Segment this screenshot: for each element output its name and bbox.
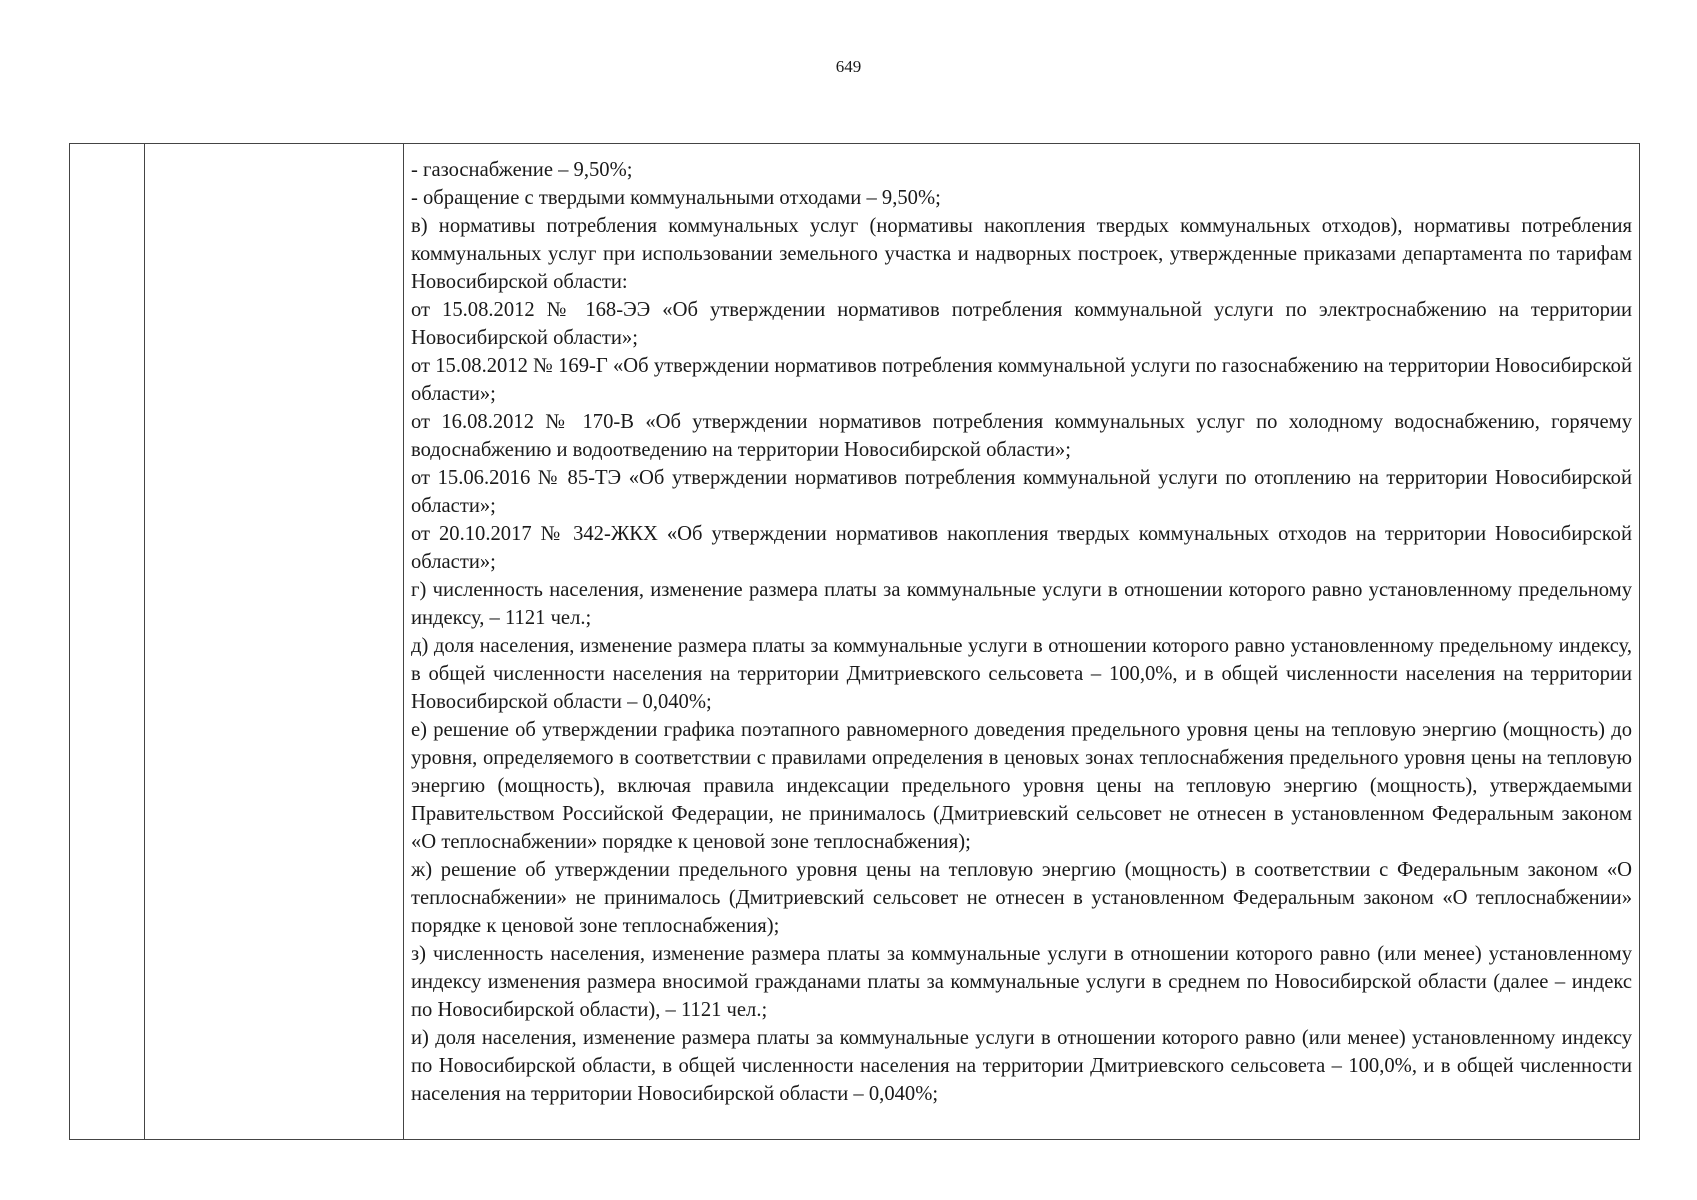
table-row — [70, 144, 1640, 1140]
label-cell — [145, 144, 404, 1140]
paragraph: от 16.08.2012 № 170-В «Об утверждении нормативов потребления коммунальных услуг по холодному водоснабжению, горячему водоснабжению и водоотведению на территории Новосибирской области»; — [411, 411, 1632, 461]
paragraph: - газоснабжение – 9,50%; — [411, 159, 633, 181]
content-cell — [404, 144, 1640, 1140]
page-number: 649 — [835, 57, 862, 76]
paragraph: з) численность населения, изменение размера платы за коммунальные услуги в отношении которого равно (или менее) установленному индексу изменения размера вносимой гражданами платы за коммунальные услуги в среднем по Новосибирской области (далее – индекс по Новосибирской области), – 1121 чел.; — [411, 943, 1632, 1021]
paragraph: - обращение с твердыми коммунальными отходами – 9,50%; — [411, 187, 941, 209]
paragraph: от 15.06.2016 № 85-ТЭ «Об утверждении нормативов потребления коммунальной услуги по отоплению на территории Новосибирской области»; — [411, 467, 1632, 517]
document-table — [69, 143, 1640, 1140]
paragraph: в) нормативы потребления коммунальных услуг (нормативы накопления твердых коммунальных отходов), нормативы потребления коммунальных услуг при использовании земельного участка и надворных построек, утвержденные приказами департамента по тарифам Новосибирской области: — [411, 215, 1632, 293]
paragraph: от 15.08.2012 № 169-Г «Об утверждении нормативов потребления коммунальной услуги по газоснабжению на территории Новосибирской области»; — [411, 355, 1632, 405]
paragraph: ж) решение об утверждении предельного уровня цены на тепловую энергию (мощность) в соответствии с Федеральным законом «О теплоснабжении» не принималось (Дмитриевский сельсовет не отнесен в установленном Федеральным законом «О теплоснабжении» порядке к ценовой зоне теплоснабжения); — [411, 859, 1632, 937]
paragraph: и) доля населения, изменение размера платы за коммунальные услуги в отношении которого равно (или менее) установленному индексу по Новосибирской области, в общей численности населения на территории Дмитриевского сельсовета – 100,0%, и в общей численности населения на территории Новосибирской области – 0,040%; — [411, 1027, 1632, 1105]
paragraph: е) решение об утверждении графика поэтапного равномерного доведения предельного уровня цены на тепловую энергию (мощность) до уровня, определяемого в соответствии с правилами определения в ценовых зонах теплоснабжения предельного уровня цены на тепловую энергию (мощность), включая правила индексации предельного уровня цены на тепловую энергию (мощность), утверждаемыми Правительством Российской Федерации, не принималось (Дмитриевский сельсовет не отнесен в установленном Федеральным законом «О теплоснабжении» порядке к ценовой зоне теплоснабжения); — [411, 719, 1632, 853]
paragraph: от 15.08.2012 № 168-ЭЭ «Об утверждении нормативов потребления коммунальной услуги по электроснабжению на территории Новосибирской области»; — [411, 299, 1632, 349]
paragraph: от 20.10.2017 № 342-ЖКХ «Об утверждении нормативов накопления твердых коммунальных отходов на территории Новосибирской области»; — [411, 523, 1632, 573]
paragraph: г) численность населения, изменение размера платы за коммунальные услуги в отношении которого равно установленному предельному индексу, – 1121 чел.; — [411, 579, 1632, 629]
paragraph: д) доля населения, изменение размера платы за коммунальные услуги в отношении которого равно установленному предельному индексу, в общей численности населения на территории Дмитриевского сельсовета – 100,0%, и в общей численности населения на территории Новосибирской области – 0,040%; — [411, 635, 1632, 713]
number-cell — [70, 144, 145, 1140]
